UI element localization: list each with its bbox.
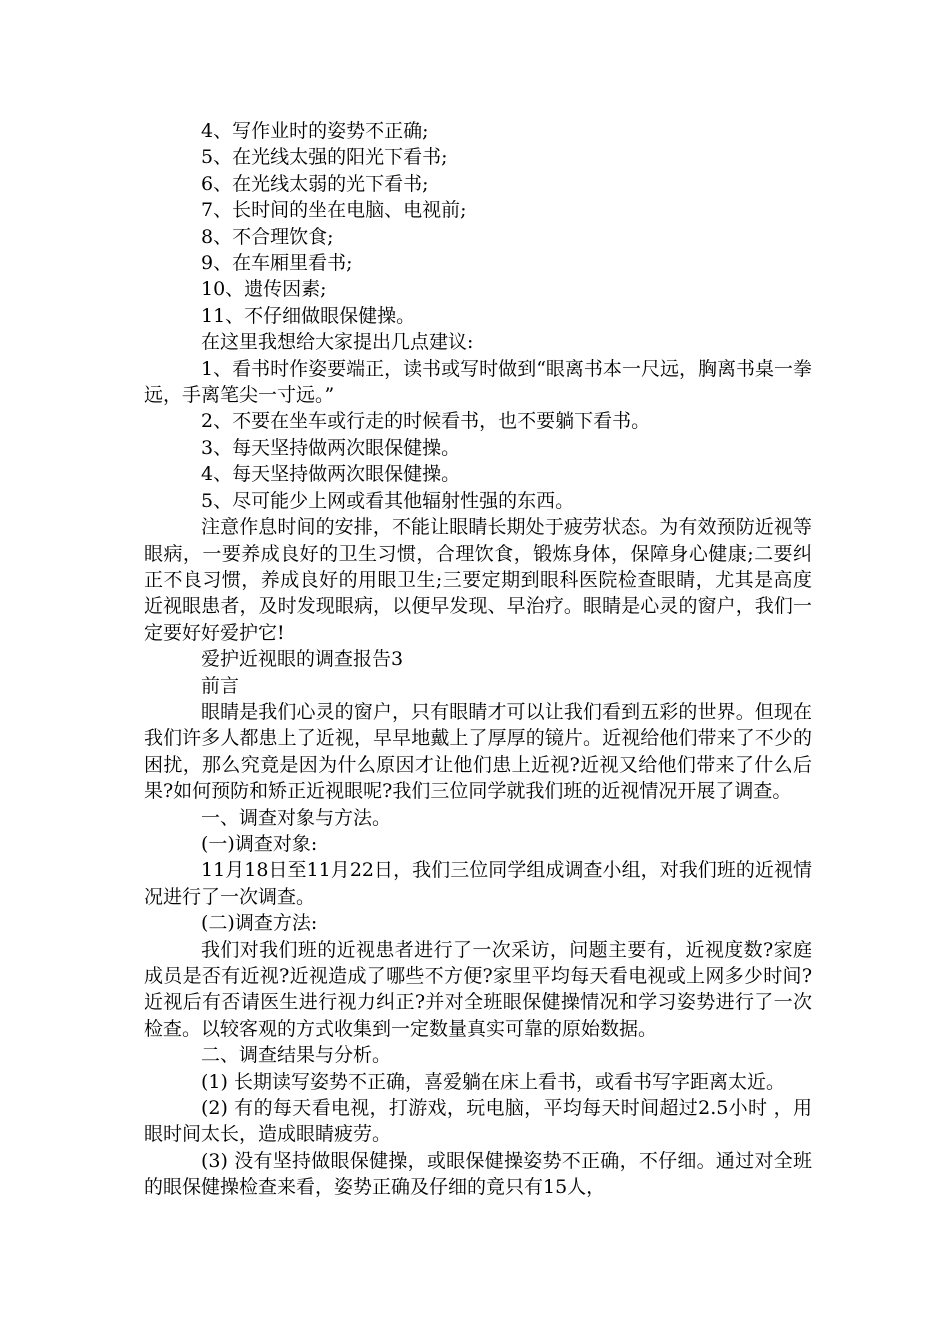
report-3-title: 爱护近视眼的调查报告3: [201, 648, 404, 671]
list-item-heredity: 10、遗传因素;: [201, 278, 327, 301]
rest-schedule-paragraph: 注意作息时间的安排，不能让眼睛长期处于疲劳状态。为有效预防近视等眼病，一要养成良好的卫生习惯，合理饮食，锻炼身体，保障身心健康;二要纠正不良习惯，养成良好的用眼卫生;三要定期到眼科医院检查眼睛，尤其是高度近视眼患者，及时发现眼病，以便早发现、早治疗。眼睛是心灵的窗户，我们一定要好好爱护它!: [144, 516, 812, 644]
subsection-subjects-heading: (一)调查对象:: [201, 832, 318, 855]
list-item-weak-light: 6、在光线太弱的光下看书;: [201, 172, 429, 195]
section-1-heading: 一、调查对象与方法。: [201, 806, 392, 829]
suggestion-posture: 1、看书时作姿要端正，读书或写时做到“眼离书本一尺远，胸离书桌一拳远，手离笔尖一寸远。”: [144, 357, 812, 407]
list-item-reading-in-vehicle: 9、在车厢里看书;: [201, 252, 353, 275]
subjects-paragraph: 11月18日至11月22日，我们三位同学组成调查小组，对我们班的近视情况进行了一次调查。: [144, 859, 812, 908]
suggestion-eye-exercise-2: 4、每天坚持做两次眼保健操。: [201, 463, 461, 486]
section-2-heading: 二、调查结果与分析。: [201, 1044, 392, 1067]
suggestion-no-reading-moving: 2、不要在坐车或行走的时候看书，也不要躺下看书。: [201, 410, 651, 433]
methods-paragraph: 我们对我们班的近视患者进行了一次采访，问题主要有，近视度数?家庭成员是否有近视?近视造成了哪些不方便?家里平均每天看电视或上网多少时间?近视后有否请医生进行视力纠正?并对全班眼保健操情况和学习姿势进行了一次检查。以较客观的方式收集到一定数量真实可靠的原始数据。: [144, 938, 812, 1040]
list-item-screen-time: 7、长时间的坐在电脑、电视前;: [201, 199, 467, 222]
document-body: [144, 118, 812, 1201]
list-item-eye-exercise: 11、不仔细做眼保健操。: [201, 304, 416, 327]
list-item-diet: 8、不合理饮食;: [201, 225, 334, 248]
suggestion-less-internet: 5、尽可能少上网或看其他辐射性强的东西。: [201, 489, 575, 512]
suggestions-intro: 在这里我想给大家提出几点建议:: [201, 331, 474, 354]
list-item-strong-light: 5、在光线太强的阳光下看书;: [201, 146, 448, 169]
subsection-methods-heading: (二)调查方法:: [201, 912, 318, 935]
result-1: (1) 长期读写姿势不正确，喜爱躺在床上看书，或看书写字距离太近。: [201, 1070, 785, 1093]
result-2: (2) 有的每天看电视，打游戏，玩电脑，平均每天时间超过2.5小时 ，用眼时间太长，造成眼睛疲劳。: [144, 1097, 812, 1146]
result-3: (3) 没有坚持做眼保健操，或眼保健操姿势不正确，不仔细。通过对全班的眼保健操检查来看，姿势正确及仔细的竟只有15人，: [144, 1149, 812, 1199]
suggestion-eye-exercise-1: 3、每天坚持做两次眼保健操。: [201, 436, 461, 459]
list-item-bad-posture: 4、写作业时的姿势不正确;: [201, 120, 429, 142]
preface-paragraph: 眼睛是我们心灵的窗户，只有眼睛才可以让我们看到五彩的世界。但现在我们许多人都患上了近视，早早地戴上了厚厚的镜片。近视给他们带来了不少的困扰，那么究竟是因为什么原因才让他们患上近视?近视又给他们带来了什么后果?如何预防和矫正近视眼呢?我们三位同学就我们班的近视情况开展了调查。: [144, 700, 812, 803]
preface-heading: 前言: [201, 674, 240, 697]
